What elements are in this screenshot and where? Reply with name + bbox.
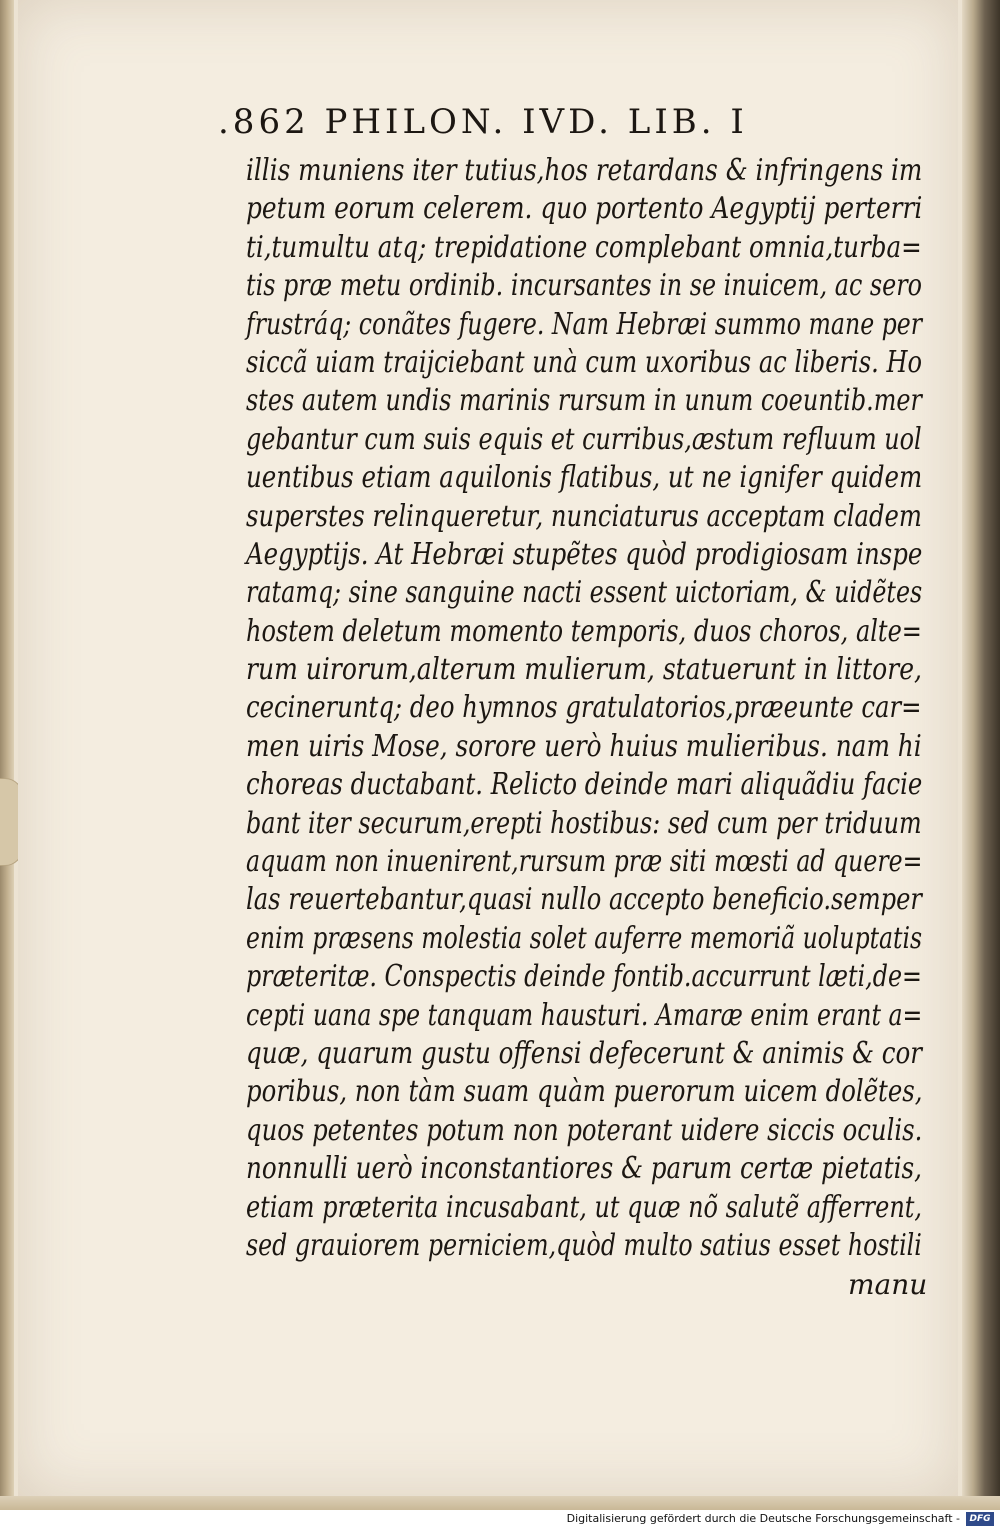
- text-line: las reuertebantur,quasi nullo accepto beneficio.semper: [246, 882, 922, 918]
- text-line: bant iter securum,erepti hostibus: sed cum per triduum: [246, 805, 922, 841]
- text-line: sed grauiorem perniciem,quòd multo satius esset hostili: [246, 1227, 922, 1263]
- text-line: choreas ductabant. Relicto deinde mari aliquãdiu facie: [246, 767, 923, 803]
- text-line: stes autem undis marinis rursum in unum coeuntib.mer: [246, 383, 922, 419]
- text-line: gebantur cum suis equis et curribus,æstum refluum uol: [246, 421, 922, 457]
- text-line: uentibus etiam aquilonis flatibus, ut ne ignifer quidem: [246, 460, 923, 496]
- text-line: poribus, non tàm suam quàm puerorum uicem dolẽtes,: [246, 1074, 923, 1110]
- text-line: præteritæ. Conspectis deinde fontib.accurrunt læti,de=: [246, 959, 922, 995]
- text-line: aquam non inuenirent,rursum præ siti mœsti ad quere=: [246, 844, 923, 880]
- text-line: quæ, quarum gustu offensi defecerunt & animis & cor: [246, 1035, 923, 1071]
- catchword: manu: [848, 1268, 928, 1301]
- dfg-logo-icon: DFG: [966, 1512, 994, 1526]
- text-line: enim præsens molestia solet auferre memoriã uoluptatis: [246, 920, 923, 956]
- text-line: men uiris Mose, sorore uerò huius mulieribus. nam hi: [246, 728, 922, 764]
- text-line: siccã uiam traijciebant unà cum uxoribus ac liberis. Ho: [246, 344, 922, 380]
- text-line: hostem deletum momento temporis, duos choros, alte=: [246, 613, 922, 649]
- text-line: rum uirorum,alterum mulierum, statuerunt in littore,: [246, 652, 922, 688]
- text-line: superstes relinqueretur, nunciaturus acceptam cladem: [246, 498, 922, 534]
- text-line: cecineruntq; deo hymnos gratulatorios,præeunte car=: [246, 690, 922, 726]
- running-head: .862 PHILON. IVD. LIB. I: [218, 102, 748, 142]
- text-line: frustráq; conãtes fugere. Nam Hebræi summo mane per: [246, 306, 923, 342]
- text-line: ti,tumultu atq; trepidatione complebant omnia,turba=: [246, 229, 922, 265]
- text-line: illis muniens iter tutius,hos retardans & infringens im: [246, 153, 923, 188]
- text-line: ratamq; sine sanguine nacti essent uictoriam, & uidẽtes: [246, 575, 923, 611]
- text-line: Aegyptijs. At Hebræi stupẽtes quòd prodigiosam inspe: [246, 536, 923, 572]
- text-line: nonnulli uerò inconstantiores & parum certæ pietatis,: [246, 1151, 922, 1187]
- text-line: cepti uana spe tanquam hausturi. Amaræ enim erant a=: [246, 997, 923, 1033]
- text-line: petum eorum celerem. quo portento Aegyptij perterri: [246, 191, 923, 227]
- right-book-edge: [962, 0, 1000, 1510]
- text-line: quos petentes potum non poterant uidere siccis oculis.: [246, 1112, 923, 1148]
- left-book-edge: [0, 0, 14, 1510]
- body-text: [246, 152, 922, 1265]
- text-line: etiam præterita incusabant, ut quæ nõ salutẽ afferrent,: [246, 1189, 923, 1225]
- bottom-book-edge: [0, 1496, 1000, 1510]
- footer-bar: [0, 1510, 1000, 1529]
- digitization-credit: Digitalisierung gefördert durch die Deutsche Forschungsgemeinschaft -: [566, 1512, 960, 1525]
- text-line: tis præ metu ordinib. incursantes in se inuicem, ac sero: [246, 268, 922, 304]
